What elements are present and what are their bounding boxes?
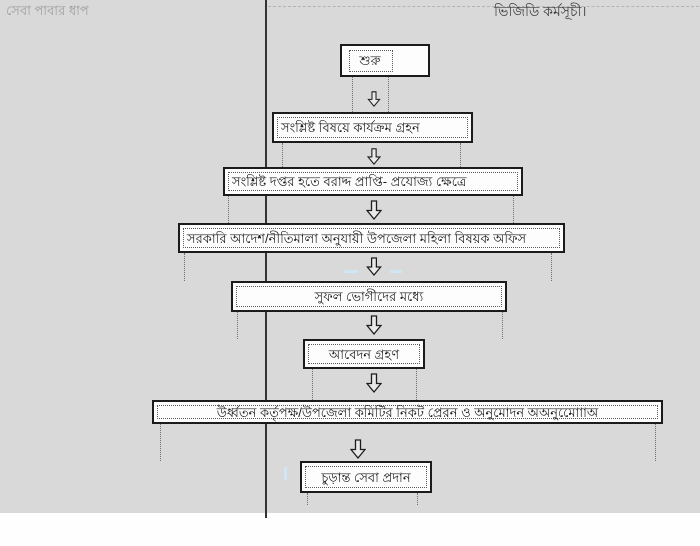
render-artifact (344, 270, 358, 273)
page-margin-bottom (0, 513, 700, 546)
down-arrow-icon[interactable] (366, 372, 382, 394)
flow-node-forward-approval[interactable] (152, 400, 663, 424)
flow-node-label: শুরু (359, 53, 381, 68)
column-divider-line (265, 0, 267, 518)
down-arrow-icon[interactable] (366, 200, 382, 220)
flow-node-label: চুড়ান্ত সেবা প্রদান (321, 469, 411, 485)
render-artifact (390, 270, 402, 273)
selection-guide-dotted-line (655, 424, 656, 461)
down-arrow-icon[interactable] (366, 148, 382, 165)
selection-guide-dotted-line (160, 424, 161, 461)
flow-node-application-receive[interactable] (303, 339, 425, 369)
flow-node-label: উর্ধ্বতন কর্তৃপক্ষ/উপজেলা কমিটির নিকট প্রেরন ও অনুমোদন অঅনুমোাোঅ (216, 404, 599, 420)
steps-column-heading: সেবা পাবার ধাপ (6, 3, 89, 18)
flow-node-final-service[interactable] (300, 461, 432, 493)
selection-guide-dotted-line (184, 253, 185, 281)
selection-guide-dotted-line (551, 253, 552, 281)
flow-node-label: আবেদন গ্রহণ (328, 346, 400, 362)
down-arrow-icon[interactable] (366, 315, 382, 335)
selection-guide-dotted-line (282, 143, 283, 167)
selection-guide-dotted-line (388, 77, 389, 112)
selection-guide-dotted-line (416, 369, 417, 400)
selection-guide-dotted-line (312, 369, 313, 400)
down-arrow-icon[interactable] (350, 439, 366, 459)
down-arrow-icon[interactable] (366, 91, 382, 107)
flow-node-beneficiaries[interactable] (231, 281, 507, 312)
flow-node-label: সংশ্লিষ্ট বিষয়ে কার্যক্রম গ্রহন (281, 120, 420, 135)
selection-guide-dotted-line (502, 312, 503, 339)
flow-node-label: সুফল ভোগীদের মধ্যে (314, 289, 424, 304)
selection-guide-dotted-line (237, 312, 238, 339)
flow-node-label: সরকারি আদেশ/নীতিমালা অনুযায়ী উপজেলা মহিলা বিষয়ক অফিস (187, 230, 527, 246)
selection-guide-dotted-line (352, 77, 353, 112)
flow-node-allocation[interactable] (223, 167, 523, 196)
render-artifact (284, 467, 287, 480)
selection-guide-dotted-line (307, 493, 308, 505)
program-title: ভিজিডি কর্মসূচী। (494, 3, 587, 19)
selection-guide-dotted-line (460, 143, 461, 167)
down-arrow-icon[interactable] (366, 257, 382, 276)
flow-node-start[interactable] (340, 44, 430, 77)
flow-node-women-affairs-office[interactable] (178, 223, 565, 253)
flow-node-take-action[interactable] (272, 112, 473, 143)
selection-guide-dotted-line (228, 196, 229, 223)
selection-guide-dotted-line (513, 196, 514, 223)
selection-guide-dotted-line (417, 493, 418, 505)
flow-node-label: সংশ্লিষ্ট দপ্তর হতে বরাদ্দ প্রাপ্তি- প্রযোজ্য ক্ষেত্রে (232, 174, 467, 189)
drawing-canvas-top-border (268, 6, 699, 7)
